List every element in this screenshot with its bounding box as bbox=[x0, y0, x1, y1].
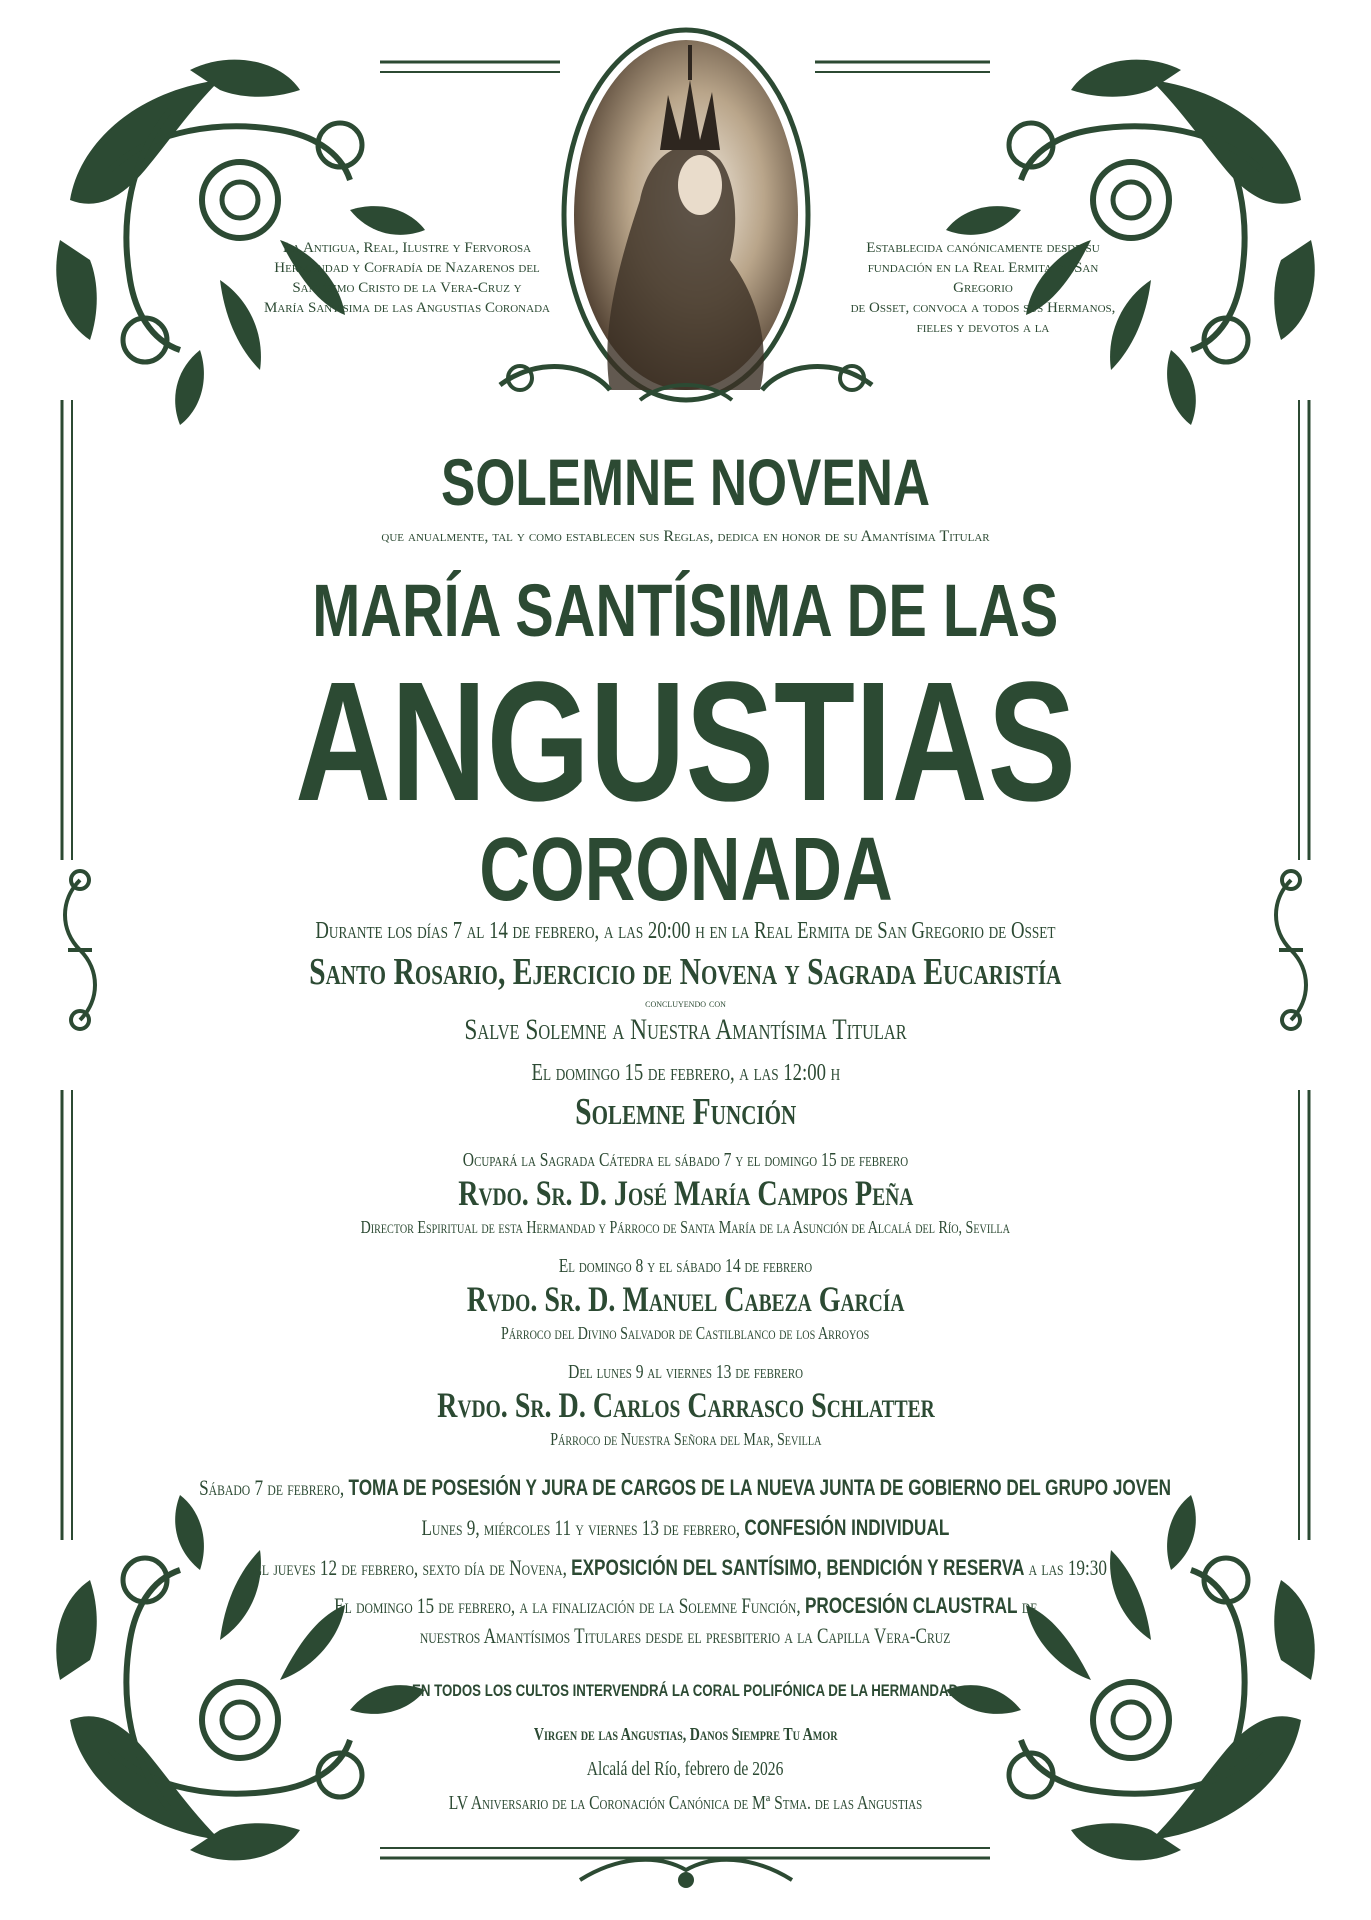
event-title: TOMA DE POSESIÓN Y JURA DE CARGOS DE LA NUEVA JUNTA DE GOBIERNO DEL GRUPO JOVEN bbox=[348, 1475, 1172, 1500]
footer-coral: EN TODOS LOS CULTOS INTERVENDRÁ LA CORAL POLIFÓNICA DE LA HERMANDAD bbox=[412, 1681, 959, 1700]
event-title: PROCESIÓN CLAUSTRAL bbox=[804, 1593, 1018, 1618]
title-coronada: CORONADA bbox=[478, 820, 893, 920]
event-procesion-detail: nuestros Amantísimos Titulares desde el presbiterio a la Capilla Vera-Cruz bbox=[420, 1623, 951, 1648]
header-left-line: La Antigua, Real, Ilustre y Fervorosa bbox=[282, 240, 532, 256]
header-left-line: Santísimo Cristo de la Vera-Cruz y bbox=[292, 280, 522, 296]
preacher-name: Rvdo. Sr. D. José María Campos Peña bbox=[457, 1173, 914, 1213]
event-date: Sábado 7 de febrero, bbox=[199, 1475, 345, 1500]
event-grupo-joven bbox=[0, 1474, 1371, 1502]
schedule-concluyendo: concluyendo con bbox=[645, 996, 726, 1010]
header-left-line: Hermandad y Cofradía de Nazarenos del bbox=[274, 260, 540, 276]
event-date: El jueves 12 de febrero, sexto día de Novena, bbox=[251, 1555, 567, 1580]
title-angustias: ANGUSTIAS bbox=[295, 647, 1076, 837]
preacher-dates: El domingo 8 y el sábado 14 de febrero bbox=[558, 1255, 813, 1277]
header-left-line: María Santísima de las Angustias Coronada bbox=[264, 300, 550, 316]
header-right-text bbox=[838, 238, 1128, 338]
preacher-dates: Del lunes 9 al viernes 13 de febrero bbox=[568, 1361, 803, 1383]
event-title: EXPOSICIÓN DEL SANTÍSIMO, BENDICIÓN Y RESERVA bbox=[571, 1555, 1025, 1580]
event-procesion bbox=[0, 1592, 1371, 1620]
event-time: a las 19:30 h bbox=[1028, 1555, 1120, 1580]
preacher-role: Director Espiritual de esta Hermandad y Párroco de Santa María de la Asunción de Alcalá del Río, Sevilla bbox=[360, 1217, 1011, 1237]
event-confesion bbox=[0, 1514, 1371, 1542]
preacher-dates: Ocupará la Sagrada Cátedra el sábado 7 y el domingo 15 de febrero bbox=[462, 1149, 909, 1171]
header-right-line: de Osset, convoca a todos sus Hermanos, bbox=[850, 300, 1116, 316]
preacher-role: Párroco de Nuestra Señora del Mar, Sevilla bbox=[549, 1429, 822, 1449]
schedule-salve: Salve Solemne a Nuestra Amantísima Titular bbox=[464, 1013, 907, 1046]
schedule-domingo-line: El domingo 15 de febrero, a las 12:00 h bbox=[531, 1060, 840, 1086]
preacher-name: Rvdo. Sr. D. Carlos Carrasco Schlatter bbox=[436, 1385, 935, 1425]
header-right-line: fieles y devotos a la bbox=[916, 320, 1050, 336]
schedule-acts: Santo Rosario, Ejercicio de Novena y Sagrada Eucaristía bbox=[309, 951, 1062, 993]
preacher-name: Rvdo. Sr. D. Manuel Cabeza García bbox=[466, 1279, 905, 1319]
footer-anniversary: LV Aniversario de la Coronación Canónica de Mª Stma. de las Angustias bbox=[448, 1792, 923, 1814]
header-right-line: fundación en la Real Ermita de San Gregorio bbox=[867, 260, 1099, 296]
event-exposicion bbox=[0, 1554, 1371, 1582]
footer-place-date: Alcalá del Río, febrero de 2026 bbox=[587, 1758, 784, 1780]
title-subtitle: que anualmente, tal y como establecen sus Reglas, dedica en honor de su Amantísima Titular bbox=[381, 528, 990, 545]
schedule-funcion: Solemne Función bbox=[574, 1091, 797, 1133]
event-date: El domingo 15 de febrero, a la finalización de la Solemne Función, bbox=[333, 1593, 801, 1618]
preacher-role: Párroco del Divino Salvador de Castilblanco de los Arroyos bbox=[501, 1323, 870, 1343]
header-right-line: Establecida canónicamente desde su bbox=[866, 240, 1100, 256]
schedule-days-line: Durante los días 7 al 14 de febrero, a las 20:00 h en la Real Ermita de San Gregorio de Osset bbox=[315, 918, 1056, 944]
event-date: Lunes 9, miércoles 11 y viernes 13 de febrero, bbox=[421, 1515, 741, 1540]
title-solemne-novena: SOLEMNE NOVENA bbox=[440, 445, 931, 519]
footer-motto: Virgen de las Angustias, Danos Siempre Tu Amor bbox=[533, 1724, 838, 1744]
event-title: CONFESIÓN INDIVIDUAL bbox=[744, 1515, 950, 1540]
title-maria-santisima: MARÍA SANTÍSIMA DE LAS bbox=[312, 569, 1059, 652]
oval-portrait-image bbox=[564, 30, 808, 400]
header-left-text bbox=[262, 238, 552, 318]
event-connector: de bbox=[1021, 1593, 1038, 1618]
